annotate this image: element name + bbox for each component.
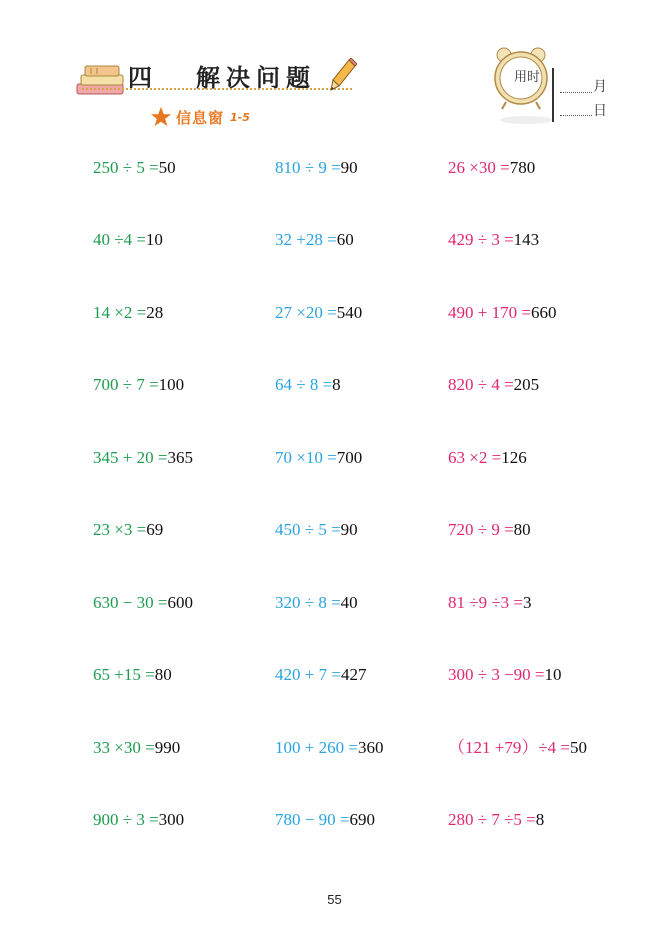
problem-item xyxy=(93,728,180,768)
problem-answer: 80 xyxy=(154,665,172,684)
problem-answer: 28 xyxy=(146,303,164,322)
problem-item xyxy=(275,365,341,405)
problem-item xyxy=(448,438,527,478)
problem-expression: 32 +28 = xyxy=(275,230,337,249)
problem-expression: 630 − 30 = xyxy=(93,593,168,612)
problem-expression: 450 ÷ 5 = xyxy=(275,520,341,539)
problem-answer: 990 xyxy=(154,738,181,757)
problem-expression: 33 ×30 = xyxy=(93,738,155,757)
pencil-icon xyxy=(329,58,357,94)
problem-expression: 490 + 170 = xyxy=(448,303,531,322)
problem-answer: 3 xyxy=(523,593,532,612)
month-blank xyxy=(560,92,592,93)
problem-item xyxy=(93,438,193,478)
problem-item xyxy=(448,800,544,840)
time-used-label: 用时 xyxy=(513,70,540,85)
problem-item xyxy=(448,220,539,260)
star-icon xyxy=(150,106,172,128)
problem-answer: 540 xyxy=(336,303,363,322)
problem-row xyxy=(0,148,669,188)
problem-item xyxy=(275,655,366,695)
problem-expression: 14 ×2 = xyxy=(93,303,147,322)
day-blank xyxy=(560,115,592,116)
problem-item xyxy=(448,510,531,550)
problem-item xyxy=(275,293,362,333)
page-number: 55 xyxy=(327,892,342,907)
problem-expression: 63 ×2 = xyxy=(448,448,502,467)
problem-expression: 64 ÷ 8 = xyxy=(275,375,333,394)
problem-answer: 8 xyxy=(332,375,341,394)
problem-item xyxy=(275,220,354,260)
problem-answer: 700 xyxy=(336,448,363,467)
problem-answer: 10 xyxy=(145,230,163,249)
date-divider xyxy=(552,68,554,122)
problem-answer: 40 xyxy=(340,593,358,612)
problem-item xyxy=(448,293,556,333)
problem-answer: 780 xyxy=(509,158,536,177)
problem-answer: 126 xyxy=(501,448,527,467)
problem-answer: 690 xyxy=(349,810,375,829)
problem-expression: 250 ÷ 5 = xyxy=(93,158,159,177)
problem-item xyxy=(448,655,562,695)
problem-row xyxy=(0,728,669,768)
problem-item xyxy=(448,728,587,768)
problem-row xyxy=(0,655,669,695)
problem-expression: 820 ÷ 4 = xyxy=(448,375,514,394)
problem-item xyxy=(448,365,539,405)
problem-answer: 8 xyxy=(535,810,545,829)
books-icon xyxy=(73,64,131,98)
problem-answer: 80 xyxy=(513,520,531,539)
problem-answer: 205 xyxy=(513,375,540,394)
title-underline xyxy=(82,88,352,90)
problem-answer: 360 xyxy=(357,738,384,757)
problem-item xyxy=(93,583,193,623)
problem-item xyxy=(448,583,532,623)
problem-row xyxy=(0,365,669,405)
day-label: 日 xyxy=(593,103,607,119)
problem-answer: 69 xyxy=(146,520,164,539)
problem-answer: 100 xyxy=(158,375,185,394)
problem-row xyxy=(0,583,669,623)
problem-expression: 300 ÷ 3 −90 = xyxy=(448,665,545,684)
problem-row xyxy=(0,800,669,840)
problem-expression: 40 ÷4 = xyxy=(93,230,146,249)
problem-expression: 65 +15 = xyxy=(93,665,155,684)
problem-item xyxy=(448,148,535,188)
problem-item xyxy=(275,438,362,478)
problem-expression: 23 ×3 = xyxy=(93,520,147,539)
problem-row xyxy=(0,438,669,478)
problem-expression: 900 ÷ 3 = xyxy=(93,810,159,829)
problem-item xyxy=(275,800,375,840)
problem-item xyxy=(93,655,172,695)
problem-answer: 427 xyxy=(340,665,367,684)
problem-answer: 50 xyxy=(570,738,588,757)
problem-expression: 429 ÷ 3 = xyxy=(448,230,514,249)
problem-item xyxy=(93,293,163,333)
problem-item xyxy=(93,800,184,840)
problem-expression: 780 − 90 = xyxy=(275,810,350,829)
problem-expression: 420 + 7 = xyxy=(275,665,341,684)
problem-item xyxy=(93,220,163,260)
problem-expression: 810 ÷ 9 = xyxy=(275,158,341,177)
problem-item xyxy=(93,510,163,550)
problem-expression: 320 ÷ 8 = xyxy=(275,593,341,612)
arithmetic-grid xyxy=(0,148,669,838)
problem-answer: 365 xyxy=(167,448,193,467)
problem-answer: 660 xyxy=(530,303,557,322)
problem-row xyxy=(0,220,669,260)
problem-answer: 143 xyxy=(513,230,540,249)
problem-answer: 300 xyxy=(158,810,185,829)
problem-expression: 100 + 260 = xyxy=(275,738,358,757)
problem-answer: 90 xyxy=(340,158,358,177)
alarm-clock-icon xyxy=(492,46,552,126)
problem-item xyxy=(93,365,184,405)
info-window-range: 1-5 xyxy=(230,110,250,124)
problem-item xyxy=(275,510,358,550)
problem-expression: 27 ×20 = xyxy=(275,303,337,322)
section-title: 解决问题 xyxy=(196,64,316,92)
problem-answer: 50 xyxy=(158,158,176,177)
problem-item xyxy=(275,583,358,623)
problem-answer: 60 xyxy=(336,230,354,249)
problem-expression: 345 + 20 = xyxy=(93,448,168,467)
info-window xyxy=(150,106,250,128)
page-header xyxy=(0,0,669,140)
info-window-label: 信息窗 xyxy=(176,108,225,127)
problem-expression: 700 ÷ 7 = xyxy=(93,375,159,394)
problem-expression: 26 ×30 = xyxy=(448,158,510,177)
problem-row xyxy=(0,293,669,333)
problem-expression: 70 ×10 = xyxy=(275,448,337,467)
section-number: 四 xyxy=(128,64,154,92)
problem-answer: 90 xyxy=(340,520,358,539)
problem-item xyxy=(93,148,176,188)
problem-answer: 600 xyxy=(167,593,193,612)
problem-item xyxy=(275,148,358,188)
problem-row xyxy=(0,510,669,550)
problem-expression: （121 +79）÷4 = xyxy=(448,738,571,757)
problem-expression: 280 ÷ 7 ÷5 = xyxy=(448,810,536,829)
month-label: 月 xyxy=(593,79,607,95)
problem-item xyxy=(275,728,383,768)
problem-answer: 10 xyxy=(544,665,562,684)
problem-expression: 720 ÷ 9 = xyxy=(448,520,514,539)
problem-expression: 81 ÷9 ÷3 = xyxy=(448,593,523,612)
